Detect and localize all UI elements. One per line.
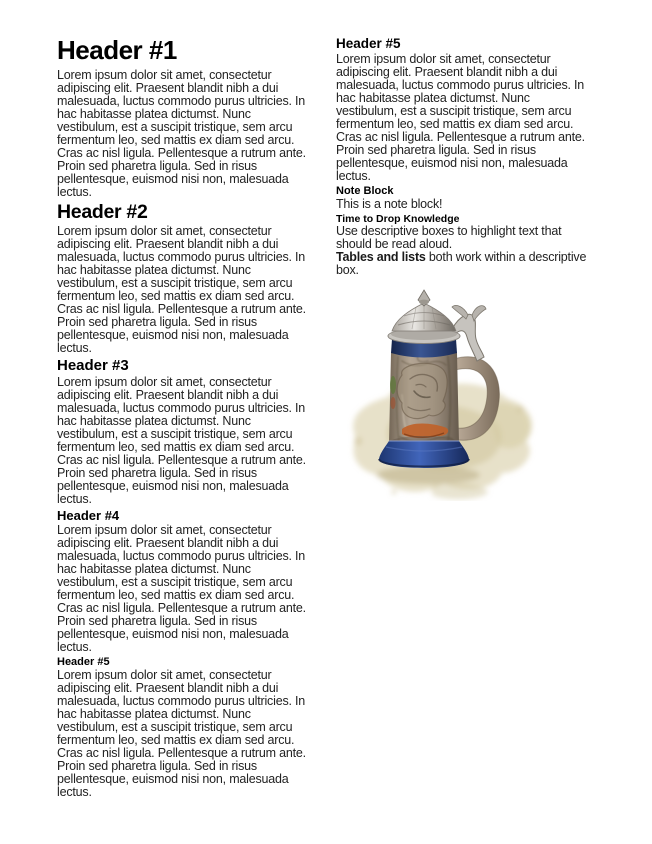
body-paragraph: Lorem ipsum dolor sit amet, consectetur adipiscing elit. Praesent blandit nibh a dui malesuada, luctus commodo purus ultricies. In hac habitasse platea dictumst. Nunc vestibulum, est a suscipit tristique, sem arcu fermentum leo, sed mattis ex diam sed arcu. Cras ac nisl ligula. Pellentesque a rutrum ante. Proin sed pharetra ligula. Sed in risus pellentesque, euismod nisi non, malesuada lectus. xyxy=(336,51,585,183)
header-3-title: Header #3 xyxy=(57,356,129,374)
body-paragraph: Lorem ipsum dolor sit amet, consectetur adipiscing elit. Praesent blandit nibh a dui malesuada, luctus commodo purus ultricies. In hac habitasse platea dictumst. Nunc vestibulum, est a suscipit tristique, sem arcu fermentum leo, sed mattis ex diam sed arcu. Cras ac nisl ligula. Pellentesque a rutrum ante. Proin sed pharetra ligula. Sed in risus pellentesque, euismod nisi non, malesuada lectus. xyxy=(57,223,306,355)
left-column xyxy=(57,36,309,799)
body-paragraph: Lorem ipsum dolor sit amet, consectetur adipiscing elit. Praesent blandit nibh a dui malesuada, luctus commodo purus ultricies. In hac habitasse platea dictumst. Nunc vestibulum, est a suscipit tristique, sem arcu fermentum leo, sed mattis ex diam sed arcu. Cras ac nisl ligula. Pellentesque a rutrum ante. Proin sed pharetra ligula. Sed in risus pellentesque, euismod nisi non, malesuada lectus. xyxy=(57,668,306,800)
descriptive-block-title: Time to Drop Knowledge xyxy=(336,212,460,225)
body-paragraph: Lorem ipsum dolor sit amet, consectetur adipiscing elit. Praesent blandit nibh a dui malesuada, luctus commodo purus ultricies. In hac habitasse platea dictumst. Nunc vestibulum, est a suscipit tristique, sem arcu fermentum leo, sed mattis ex diam sed arcu. Cras ac nisl ligula. Pellentesque a rutrum ante. Proin sed pharetra ligula. Sed in risus pellentesque, euismod nisi non, malesuada lectus. xyxy=(57,523,306,655)
beer-stein-image xyxy=(336,287,548,506)
stein-carving xyxy=(397,364,447,419)
header-4-title: Header #4 xyxy=(57,507,120,523)
body-paragraph: Lorem ipsum dolor sit amet, consectetur adipiscing elit. Praesent blandit nibh a dui malesuada, luctus commodo purus ultricies. In hac habitasse platea dictumst. Nunc vestibulum, est a suscipit tristique, sem arcu fermentum leo, sed mattis ex diam sed arcu. Cras ac nisl ligula. Pellentesque a rutrum ante. Proin sed pharetra ligula. Sed in risus pellentesque, euismod nisi non, malesuada lectus. xyxy=(57,68,306,200)
note-block xyxy=(336,185,588,211)
header-1-title: Header #1 xyxy=(57,35,177,65)
header-2-title: Header #2 xyxy=(57,201,148,224)
section-header-3 xyxy=(57,357,309,506)
tables-and-lists-bold: Tables and lists xyxy=(336,250,426,265)
descriptive-block-body: Use descriptive boxes to highlight text that should be read aloud. xyxy=(336,224,562,252)
beer-stein-svg xyxy=(336,287,548,501)
section-header-5 xyxy=(57,656,309,799)
stein-red-accent xyxy=(391,397,396,409)
tables-and-lists-rest: both work within a descriptive box. xyxy=(336,250,587,278)
stein-base xyxy=(379,441,469,468)
section-header-1 xyxy=(57,36,309,199)
stein-lid xyxy=(392,290,456,331)
descriptive-block xyxy=(336,213,588,252)
section-header-4 xyxy=(57,508,309,655)
header-5-title: Header #5 xyxy=(57,656,110,669)
section-header-2 xyxy=(57,201,309,354)
tables-and-lists-line xyxy=(336,251,588,277)
header-5-right-title: Header #5 xyxy=(336,36,401,51)
stein-green-accent xyxy=(390,376,396,394)
right-column xyxy=(336,36,588,799)
body-paragraph: Lorem ipsum dolor sit amet, consectetur adipiscing elit. Praesent blandit nibh a dui malesuada, luctus commodo purus ultricies. In hac habitasse platea dictumst. Nunc vestibulum, est a suscipit tristique, sem arcu fermentum leo, sed mattis ex diam sed arcu. Cras ac nisl ligula. Pellentesque a rutrum ante. Proin sed pharetra ligula. Sed in risus pellentesque, euismod nisi non, malesuada lectus. xyxy=(57,374,306,506)
note-block-title: Note Block xyxy=(336,184,394,197)
note-block-body: This is a note block! xyxy=(336,196,443,211)
section-header-5-right xyxy=(336,36,588,183)
